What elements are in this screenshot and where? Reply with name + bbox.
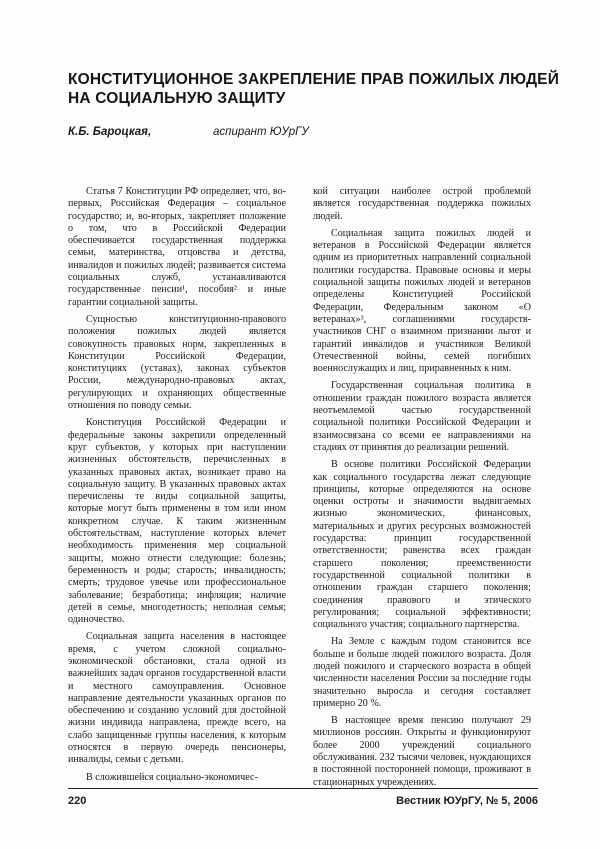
paragraph: Социальная защита населения в настоящее время, с учетом сложной социально-экономической обстановки, стала одной из важнейших задач органов государственной власти и местного самоуправления. Основное направление деятельности указанных органов по обеспечению и созданию условий для достойной жизни индивида направлена, прежде всего, на слабо защищенные группы населения, к которым относятся в первую очередь пенсионеры, инвалиды, семьи с детьми. xyxy=(68,631,286,766)
paragraph: Социальная защита пожилых людей и ветеранов в Российской Федерации является одним из приоритетных направлений социальной политики государства. Правовые основы и меры социальной защиты пожилых людей и ветеранов определены Конституцией Российской Федерации, Федеральным законом «О ветеранах»³, соглашениями государств-участников СНГ о взаимном признании льгот и гарантий инвалидов и участников Великой Отечественной войны, семей погибших военнослужащих и лиц, приравненных к ним. xyxy=(313,227,531,375)
text-column-left xyxy=(68,186,286,796)
journal-reference: Вестник ЮУрГУ, № 5, 2006 xyxy=(396,795,538,807)
author-name: К.Б. Бароцкая, xyxy=(68,126,152,138)
title-line-1: КОНСТИТУЦИОННОЕ ЗАКРЕПЛЕНИЕ ПРАВ ПОЖИЛЫХ ЛЮДЕЙ xyxy=(68,71,560,88)
paragraph: Государственная социальная политика в отношении граждан пожилого возраста является неотъемлемой частью государственной социальной политики Российской Федерации и взаимосвязана со всеми ее направлениями на стадиях от принятия до реализации решений. xyxy=(313,380,531,453)
title-line-2: НА СОЦИАЛЬНУЮ ЗАЩИТУ xyxy=(68,90,286,107)
paragraph: Статья 7 Конституции РФ определяет, что, во-первых, Российская Федерация – социальное государство; и, во-вторых, закрепляет положение о том, что в Российской Федерации обеспечивается государственная поддержка семьи, материнства, отцовства и детства, инвалидов и пожилых людей; развивается система социальных служб, устанавливаются государственные пенсии¹, пособия² и иные гарантии социальной защиты. xyxy=(68,186,286,308)
paragraph: В сложившейся социально-экономичес- xyxy=(86,771,258,783)
paragraph: Конституция Российской Федерации и федеральные законы закрепили определенный круг субъектов, у которых при наступлении жизненных обстоятельств, перечисленных в указанных правовых актах, возникает право на социальную защиту. В указанных правовых актах перечислены те виды социальной защиты, которые могут быть применены в том или ином конкретном случае. К таким жизненным обстоятельствам, наступление которых влечет необходимость применения мер социальной защиты, можно отнести следующие: болезнь; беременность и роды; старость; инвалидность; смерть; трудовое увечье или профессиональное заболевание; безработица; инфляция; наличие детей в семье, многодетность; неполная семья; одиночество. xyxy=(68,417,286,626)
text-column-right xyxy=(313,186,531,796)
paragraph: В основе политики Российской Федерации как социального государства лежат следующие принципы, которые определяются на основе оценки остроты и значимости выдвигаемых жизнью экономических, финансовых, материальных и других ресурсных возможностей государства: принцип государственной ответственности; равенства всех граждан старшего поколения; преемственности государственной социальной политики в отношении граждан старшего поколения; соединения правового и этического регулирования; социальной эффективности; социального участия; социального партнерства. xyxy=(313,459,531,631)
page-footer xyxy=(68,788,538,813)
author-line xyxy=(68,126,508,138)
article-title xyxy=(68,70,560,108)
paragraph: На Земле с каждым годом становится все больше и больше людей пожилого возраста. Доля людей пожилого и старческого возраста в общей численности населения России за последние годы значительно выросла и сегодня составляет примерно 20 %. xyxy=(313,636,531,709)
paragraph-continued: кой ситуации наиболее острой проблемой является государственная поддержка пожилых людей. xyxy=(313,186,531,222)
page-number: 220 xyxy=(68,795,87,807)
paragraph: Сущностью конституционно-правового положения пожилых людей является совокупность правовых норм, закрепленных в Конституции Российской Федерации, конституциях (уставах), законах субъектов России, международно-правовых актах, регулирующих и охраняющих общественные отношения по поводу семьи. xyxy=(68,313,286,412)
paragraph: В настоящее время пенсию получают 29 миллионов россиян. Открыты и функционируют более 2000 учреждений социального обслуживания. 232 тысячи человек, нуждающихся в постоянной посторонней помощи, проживают в стационарных учреждениях. xyxy=(313,715,531,788)
author-position: аспирант ЮУрГУ xyxy=(213,126,309,138)
